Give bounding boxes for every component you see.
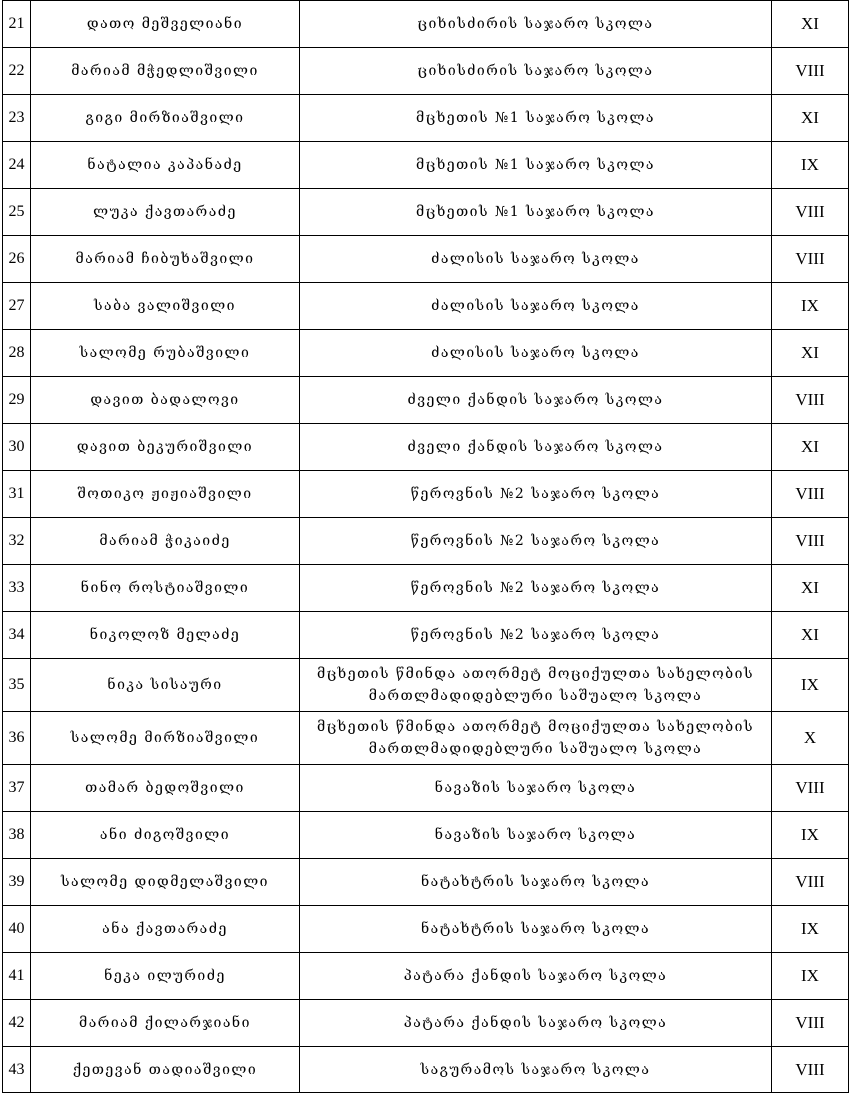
school-name bbox=[300, 48, 772, 95]
table-row bbox=[3, 859, 849, 906]
school-name bbox=[300, 859, 772, 906]
school-name-line: პატარა ქანდის საჯარო სკოლა bbox=[403, 1015, 668, 1031]
school-name-line: მცხეთის წმინდა ათორმეტ მოციქულთა სახელობის bbox=[317, 666, 754, 682]
grade: IX bbox=[772, 953, 849, 1000]
student-name: ანი ძიგოშვილი bbox=[31, 812, 300, 859]
roster-body bbox=[3, 1, 849, 1093]
school-name bbox=[300, 236, 772, 283]
row-number: 37 bbox=[3, 765, 31, 812]
grade: VIII bbox=[772, 1000, 849, 1047]
school-name-line: მართლმადიდებლური საშუალო სკოლა bbox=[368, 741, 703, 757]
table-row bbox=[3, 565, 849, 612]
school-name-line: წეროვნის №2 საჯარო სკოლა bbox=[410, 627, 661, 643]
student-name: ნინო როსტიაშვილი bbox=[31, 565, 300, 612]
school-name bbox=[300, 612, 772, 659]
school-name bbox=[300, 1, 772, 48]
row-number: 25 bbox=[3, 189, 31, 236]
row-number: 34 bbox=[3, 612, 31, 659]
school-name-line: ნავაზის საჯარო სკოლა bbox=[434, 780, 637, 796]
school-name bbox=[300, 565, 772, 612]
school-name-line: წეროვნის №2 საჯარო სკოლა bbox=[410, 533, 661, 549]
school-name-line: ნავაზის საჯარო სკოლა bbox=[434, 827, 637, 843]
grade: VIII bbox=[772, 189, 849, 236]
grade: IX bbox=[772, 142, 849, 189]
student-name: სალომე მირზიაშვილი bbox=[31, 712, 300, 765]
student-name: შოთიკო ჟიჟიაშვილი bbox=[31, 471, 300, 518]
grade: VIII bbox=[772, 1047, 849, 1093]
school-name-line: ძალისის საჯარო სკოლა bbox=[431, 298, 640, 314]
table-row bbox=[3, 1, 849, 48]
school-name-line: მცხეთის წმინდა ათორმეტ მოციქულთა სახელობის bbox=[317, 719, 754, 735]
row-number: 43 bbox=[3, 1047, 31, 1093]
student-name: ქეთევან თადიაშვილი bbox=[31, 1047, 300, 1093]
school-name bbox=[300, 142, 772, 189]
student-name: სალომე რუბაშვილი bbox=[31, 330, 300, 377]
table-row bbox=[3, 377, 849, 424]
grade: IX bbox=[772, 659, 849, 712]
row-number: 35 bbox=[3, 659, 31, 712]
student-name: თამარ ბედოშვილი bbox=[31, 765, 300, 812]
table-row bbox=[3, 612, 849, 659]
row-number: 22 bbox=[3, 48, 31, 95]
student-name: ნიკოლოზ მელაძე bbox=[31, 612, 300, 659]
school-name-line: ძველი ქანდის საჯარო სკოლა bbox=[407, 439, 664, 455]
table-row bbox=[3, 236, 849, 283]
row-number: 21 bbox=[3, 1, 31, 48]
school-name bbox=[300, 95, 772, 142]
student-name: დავით ბეკურიშვილი bbox=[31, 424, 300, 471]
school-name-line: ძალისის საჯარო სკოლა bbox=[431, 345, 640, 361]
table-row bbox=[3, 471, 849, 518]
row-number: 39 bbox=[3, 859, 31, 906]
school-name-line: მცხეთის №1 საჯარო სკოლა bbox=[416, 204, 655, 220]
student-name: მარიამ ქილარჯიანი bbox=[31, 1000, 300, 1047]
table-row bbox=[3, 142, 849, 189]
student-name: დათო მეშველიანი bbox=[31, 1, 300, 48]
student-name: მარიამ ჩიბუხაშვილი bbox=[31, 236, 300, 283]
row-number: 23 bbox=[3, 95, 31, 142]
school-name-line: ძველი ქანდის საჯარო სკოლა bbox=[407, 392, 664, 408]
table-row bbox=[3, 953, 849, 1000]
school-name bbox=[300, 812, 772, 859]
row-number: 40 bbox=[3, 906, 31, 953]
school-name-line: ძალისის საჯარო სკოლა bbox=[431, 251, 640, 267]
row-number: 30 bbox=[3, 424, 31, 471]
student-name: ნეკა ილურიძე bbox=[31, 953, 300, 1000]
table-row bbox=[3, 812, 849, 859]
school-name-line: მართლმადიდებლური საშუალო სკოლა bbox=[368, 688, 703, 704]
table-row bbox=[3, 189, 849, 236]
student-name: დავით ბადალოვი bbox=[31, 377, 300, 424]
grade: VIII bbox=[772, 765, 849, 812]
grade: X bbox=[772, 712, 849, 765]
school-name bbox=[300, 189, 772, 236]
school-name bbox=[300, 765, 772, 812]
row-number: 38 bbox=[3, 812, 31, 859]
school-name-line: პატარა ქანდის საჯარო სკოლა bbox=[403, 968, 668, 984]
student-name: სალომე დიდმელაშვილი bbox=[31, 859, 300, 906]
school-name-line: წეროვნის №2 საჯარო სკოლა bbox=[410, 486, 661, 502]
grade: VIII bbox=[772, 859, 849, 906]
grade: XI bbox=[772, 612, 849, 659]
school-name-line: წეროვნის №2 საჯარო სკოლა bbox=[410, 580, 661, 596]
school-name bbox=[300, 906, 772, 953]
grade: XI bbox=[772, 95, 849, 142]
school-name-line: ნატახტრის საჯარო სკოლა bbox=[420, 921, 651, 937]
row-number: 42 bbox=[3, 1000, 31, 1047]
table-row bbox=[3, 518, 849, 565]
student-name: მარიამ ჭიკაიძე bbox=[31, 518, 300, 565]
row-number: 32 bbox=[3, 518, 31, 565]
student-name: ნატალია კაპანაძე bbox=[31, 142, 300, 189]
student-name: ანა ქავთარაძე bbox=[31, 906, 300, 953]
school-name bbox=[300, 659, 772, 712]
table-row bbox=[3, 906, 849, 953]
student-roster-table bbox=[2, 0, 849, 1093]
school-name bbox=[300, 712, 772, 765]
school-name bbox=[300, 330, 772, 377]
grade: XI bbox=[772, 565, 849, 612]
grade: VIII bbox=[772, 471, 849, 518]
grade: VIII bbox=[772, 518, 849, 565]
school-name bbox=[300, 1047, 772, 1093]
grade: VIII bbox=[772, 48, 849, 95]
table-row bbox=[3, 1000, 849, 1047]
row-number: 29 bbox=[3, 377, 31, 424]
grade: XI bbox=[772, 424, 849, 471]
student-name: საბა ვალიშვილი bbox=[31, 283, 300, 330]
table-row bbox=[3, 659, 849, 712]
table-row bbox=[3, 283, 849, 330]
school-name bbox=[300, 283, 772, 330]
school-name-line: ციხისძირის საჯარო სკოლა bbox=[417, 63, 654, 79]
grade: XI bbox=[772, 330, 849, 377]
school-name bbox=[300, 518, 772, 565]
row-number: 41 bbox=[3, 953, 31, 1000]
table-row bbox=[3, 424, 849, 471]
table-row bbox=[3, 330, 849, 377]
row-number: 36 bbox=[3, 712, 31, 765]
student-name: ლუკა ქავთარაძე bbox=[31, 189, 300, 236]
school-name-line: ნატახტრის საჯარო სკოლა bbox=[420, 874, 651, 890]
school-name bbox=[300, 1000, 772, 1047]
table-row bbox=[3, 765, 849, 812]
student-name: გიგი მირზიაშვილი bbox=[31, 95, 300, 142]
school-name bbox=[300, 377, 772, 424]
grade: IX bbox=[772, 906, 849, 953]
grade: VIII bbox=[772, 236, 849, 283]
row-number: 24 bbox=[3, 142, 31, 189]
grade: IX bbox=[772, 812, 849, 859]
grade: VIII bbox=[772, 377, 849, 424]
row-number: 28 bbox=[3, 330, 31, 377]
row-number: 27 bbox=[3, 283, 31, 330]
table-row bbox=[3, 95, 849, 142]
row-number: 31 bbox=[3, 471, 31, 518]
table-row bbox=[3, 1047, 849, 1093]
school-name-line: ციხისძირის საჯარო სკოლა bbox=[417, 16, 654, 32]
school-name-line: საგურამოს საჯარო სკოლა bbox=[420, 1061, 651, 1078]
student-name: ნიკა სისაური bbox=[31, 659, 300, 712]
school-name bbox=[300, 953, 772, 1000]
school-name bbox=[300, 471, 772, 518]
row-number: 33 bbox=[3, 565, 31, 612]
row-number: 26 bbox=[3, 236, 31, 283]
student-name: მარიამ მჭედლიშვილი bbox=[31, 48, 300, 95]
table-row bbox=[3, 48, 849, 95]
school-name-line: მცხეთის №1 საჯარო სკოლა bbox=[416, 110, 655, 126]
school-name bbox=[300, 424, 772, 471]
school-name-line: მცხეთის №1 საჯარო სკოლა bbox=[416, 157, 655, 173]
grade: XI bbox=[772, 1, 849, 48]
table-row bbox=[3, 712, 849, 765]
grade: IX bbox=[772, 283, 849, 330]
